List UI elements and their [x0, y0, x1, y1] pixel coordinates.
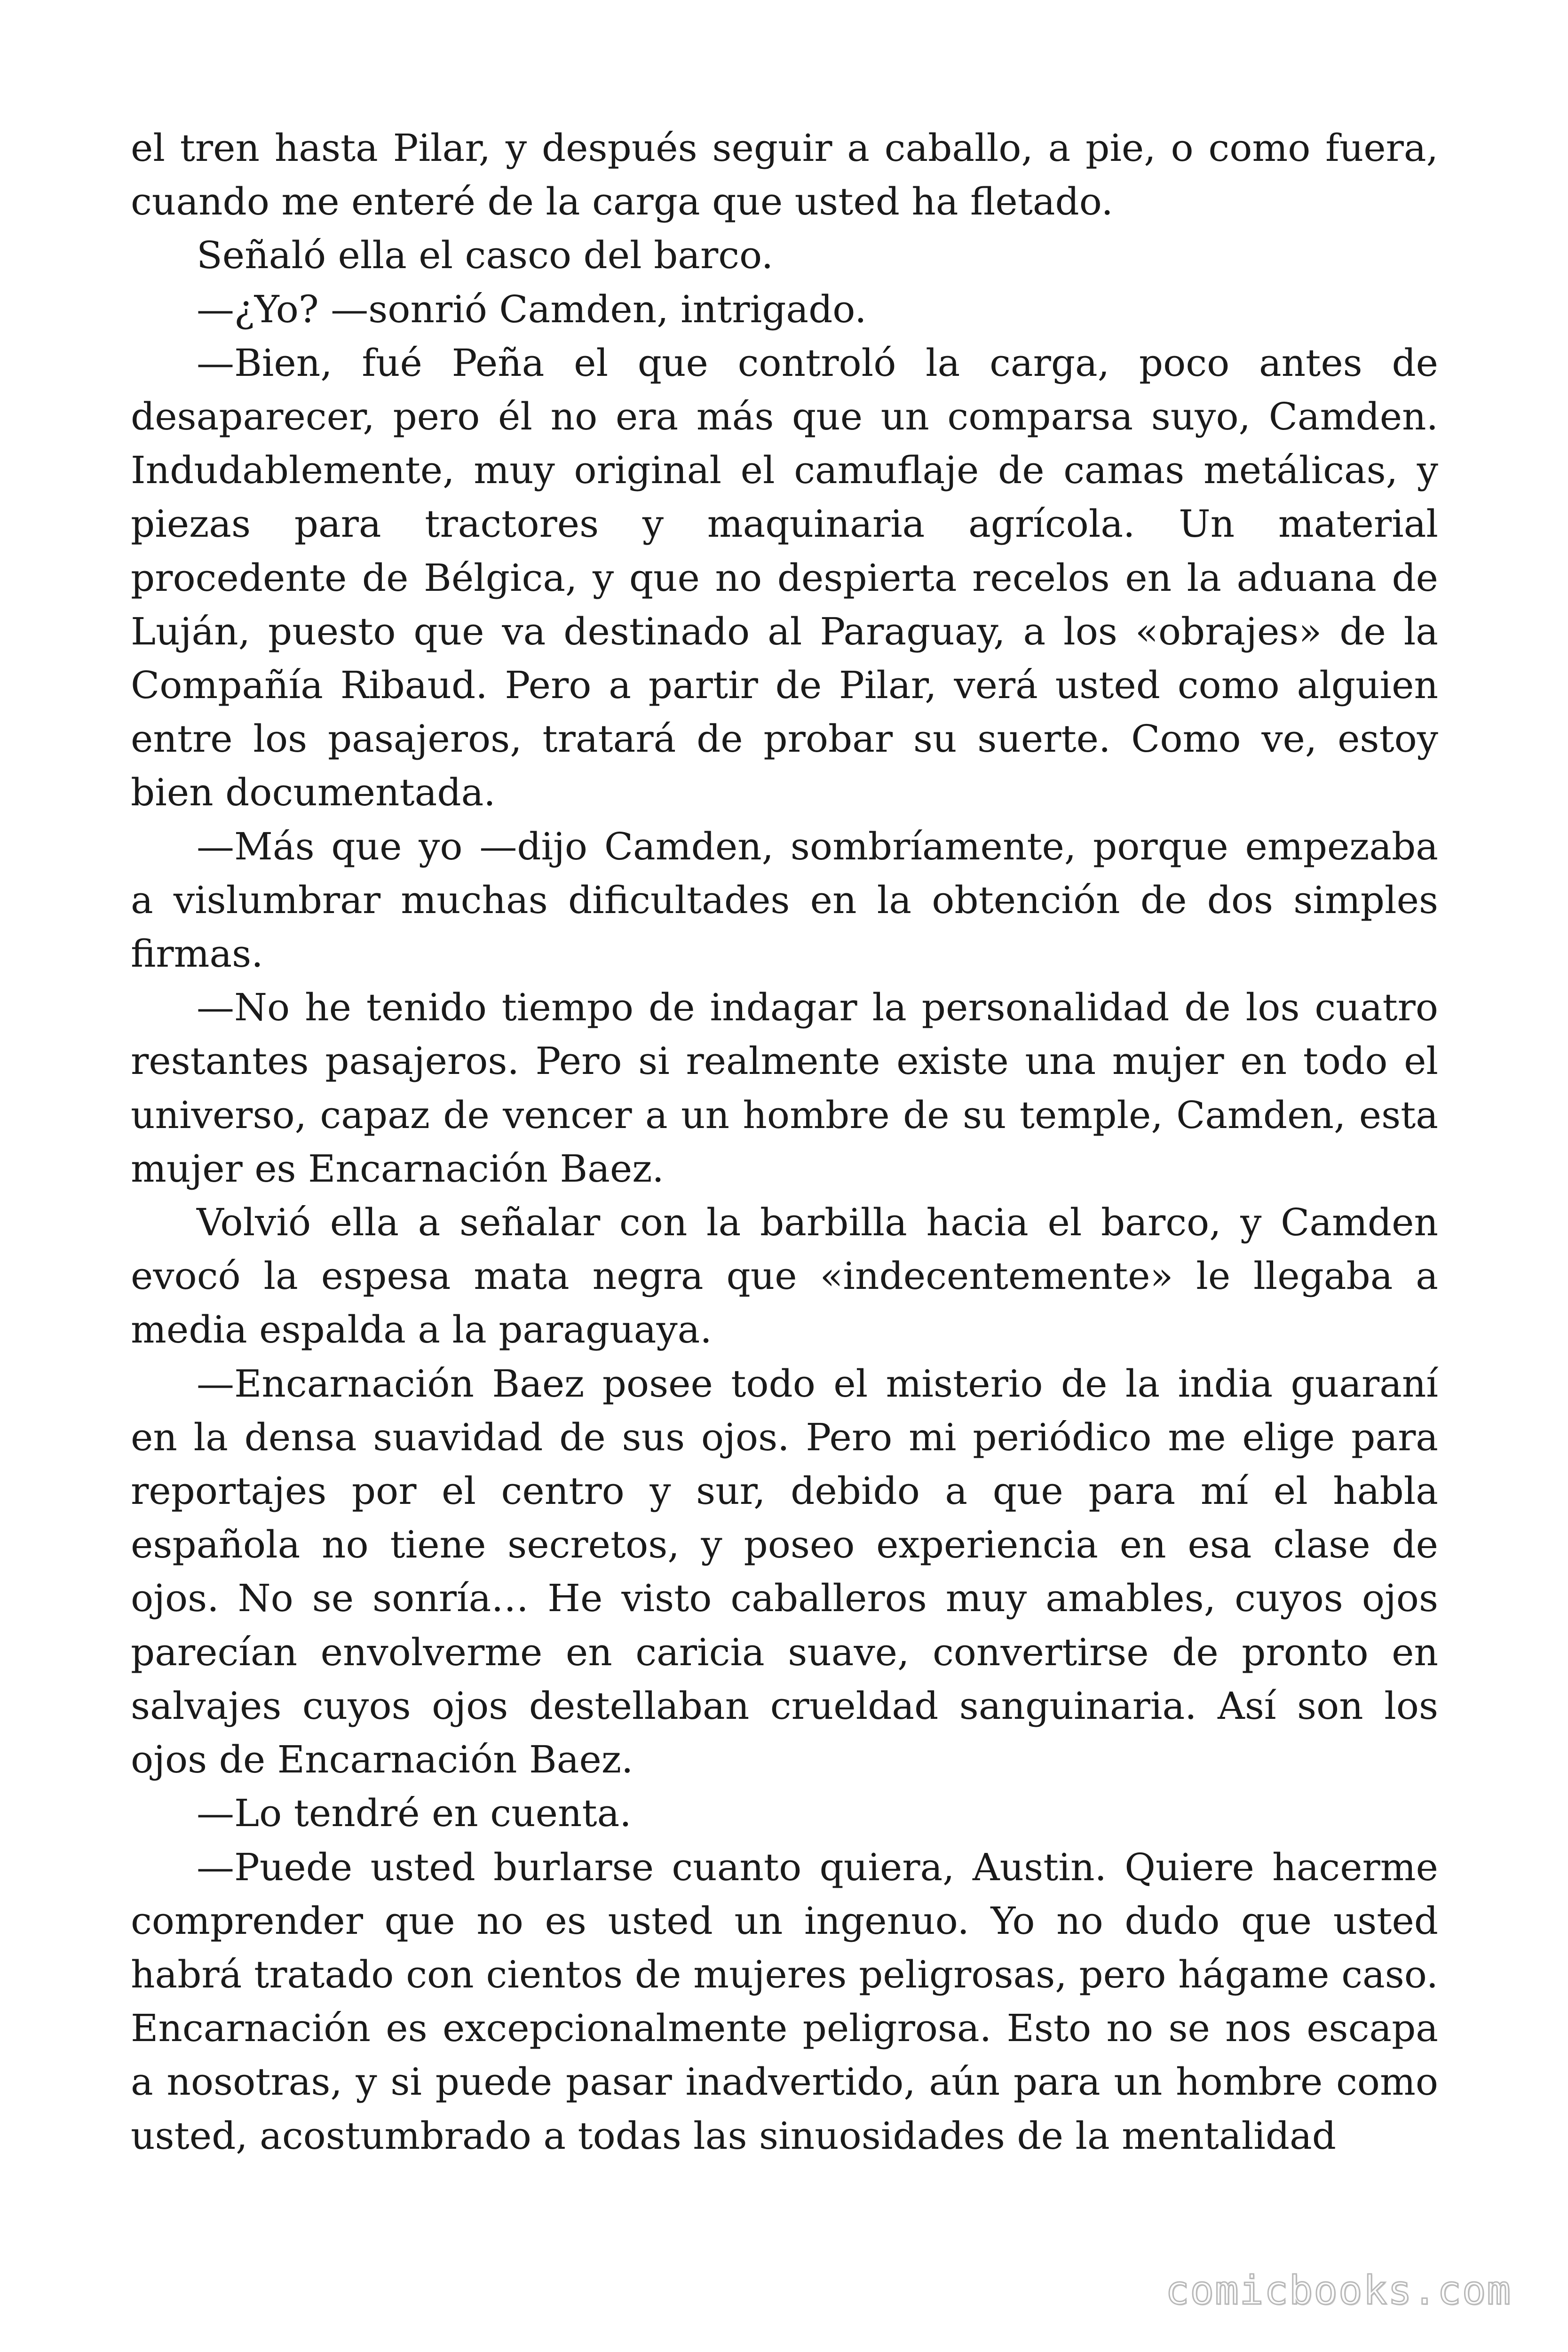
body-text	[131, 121, 1438, 2163]
paragraph-8: —Encarnación Baez posee todo el misterio de la india guaraní en la densa suavidad de sus ojos. Pero mi periódico me elige para reportajes por el centro y sur, debido a que para mí el habla española no tiene secretos, y poseo experiencia en esa clase de ojos. No se sonría… He visto caballeros muy amables, cuyos ojos parecían envolverme en caricia suave, convertirse de pronto en salvajes cuyos ojos destellaban crueldad sanguinaria. Así son los ojos de Encarnación Baez.	[131, 1361, 1438, 1782]
paragraph-7: Volvió ella a señalar con la barbilla hacia el barco, y Camden evocó la espesa mata negra que «indecentemente» le llegaba a media espalda a la paraguaya.	[131, 1200, 1438, 1352]
paragraph-10: —Puede usted burlarse cuanto quiera, Austin. Quiere hacerme comprender que no es usted un ingenuo. Yo no dudo que usted habrá tratado con cientos de mujeres peligrosas, pero hágame caso. Encarnación es excepcionalmente peligrosa. Esto no se nos escapa a nosotras, y si puede pasar inadvertido, aún para un hombre como usted, acostumbrado a todas las sinuosidades de la mentalidad	[131, 1845, 1438, 2158]
paragraph-1: el tren hasta Pilar, y después seguir a caballo, a pie, o como fuera, cuando me enteré de la carga que usted ha fletado.	[131, 126, 1438, 224]
watermark: comicbooks.com	[1165, 2267, 1512, 2313]
paragraph-3: —¿Yo? —sonrió Camden, intrigado.	[197, 287, 867, 331]
paragraph-5: —Más que yo —dijo Camden, sombríamente, porque empezaba a vislumbrar muchas dificultades en la obtención de dos simples firmas.	[131, 824, 1438, 976]
paragraph-4: —Bien, fué Peña el que controló la carga, poco antes de desaparecer, pero él no era más que un comparsa suyo, Camden. Indudablemente, muy original el camuflaje de camas metálicas, y piezas para tractores y maquinaria agrícola. Un material procedente de Bélgica, y que no despierta recelos en la aduana de Luján, puesto que va destinado al Paraguay, a los «obrajes» de la Compañía Ribaud. Pero a partir de Pilar, verá usted como alguien entre los pasajeros, tratará de probar su suerte. Como ve, estoy bien documentada.	[131, 341, 1438, 815]
paragraph-6: —No he tenido tiempo de indagar la personalidad de los cuatro restantes pasajeros. Pero si realmente existe una mujer en todo el universo, capaz de vencer a un hombre de su temple, Camden, esta mujer es Encarnación Baez.	[131, 985, 1438, 1191]
paragraph-2: Señaló ella el casco del barco.	[197, 233, 774, 278]
paragraph-9: —Lo tendré en cuenta.	[197, 1791, 632, 1836]
